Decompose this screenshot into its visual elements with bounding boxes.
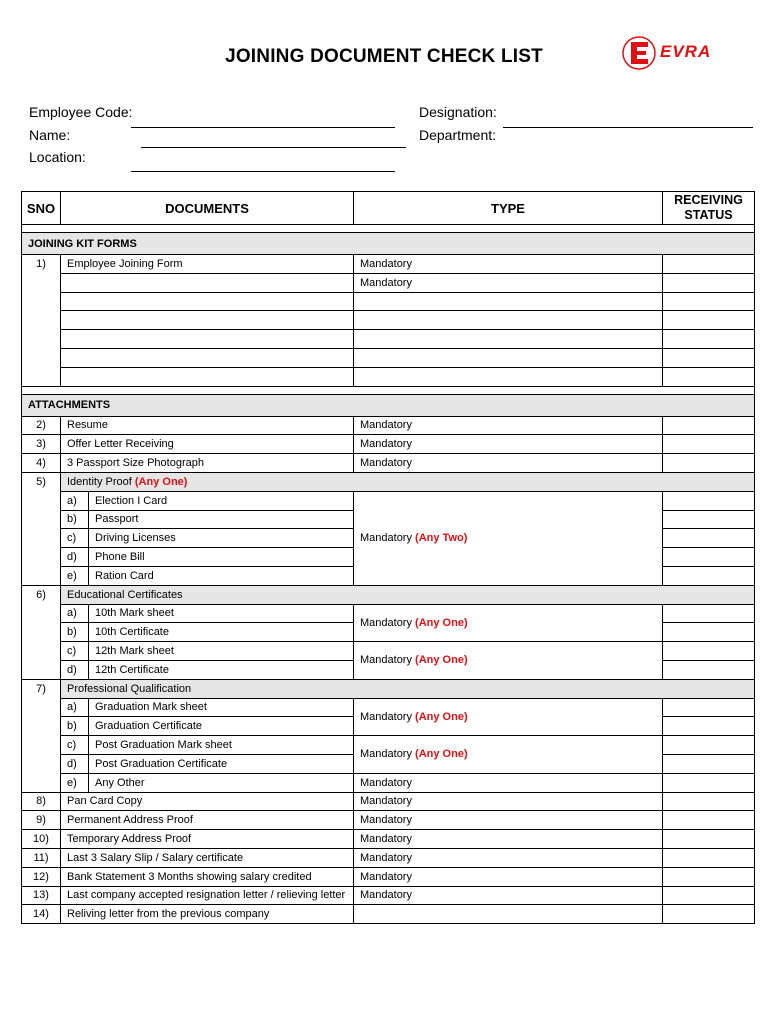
status-cell[interactable]	[663, 529, 755, 548]
table-row	[22, 330, 755, 349]
sub-letter: b)	[61, 510, 89, 529]
row-type: Mandatory	[354, 255, 663, 274]
table-row	[22, 679, 755, 698]
table-row	[22, 848, 755, 867]
designation-field[interactable]	[503, 127, 753, 128]
education-12th-type	[354, 642, 663, 680]
spacer-row	[22, 386, 755, 394]
status-cell[interactable]	[663, 416, 755, 435]
status-cell[interactable]	[663, 773, 755, 792]
table-row	[22, 435, 755, 454]
sub-letter: c)	[61, 736, 89, 755]
sub-letter: b)	[61, 623, 89, 642]
status-cell[interactable]	[663, 867, 755, 886]
sub-document: Post Graduation Mark sheet	[89, 736, 354, 755]
row-type: Mandatory	[354, 811, 663, 830]
row-type-blank[interactable]	[354, 367, 663, 386]
sub-letter: c)	[61, 642, 89, 661]
row-sno: 3)	[22, 435, 61, 454]
row-sno: 5)	[22, 472, 61, 585]
spacer-row	[22, 225, 755, 233]
table-row	[22, 367, 755, 386]
row-type: Mandatory	[354, 886, 663, 905]
location-field[interactable]	[131, 171, 395, 172]
employee-code-field[interactable]	[131, 127, 395, 128]
status-cell[interactable]	[663, 848, 755, 867]
row-type: Mandatory	[354, 830, 663, 849]
sub-letter: d)	[61, 754, 89, 773]
row-document: Pan Card Copy	[61, 792, 354, 811]
any-one-note: (Any One)	[134, 475, 188, 488]
row-sno: 8)	[22, 792, 61, 811]
row-document: Offer Letter Receiving	[61, 435, 354, 454]
row-document: Last company accepted resignation letter / relieving letter	[61, 886, 354, 905]
sub-document: 10th Mark sheet	[89, 604, 354, 623]
row-document: Bank Statement 3 Months showing salary credited	[61, 867, 354, 886]
sub-document: 10th Certificate	[89, 623, 354, 642]
sub-document: 12th Mark sheet	[89, 642, 354, 661]
table-header-row	[22, 192, 755, 225]
status-cell[interactable]	[663, 792, 755, 811]
sub-letter: d)	[61, 548, 89, 567]
table-row	[22, 472, 755, 491]
sub-document: Ration Card	[89, 566, 354, 585]
mandatory-label: Mandatory	[360, 748, 412, 761]
row-document-blank[interactable]	[61, 292, 354, 311]
table-row	[22, 454, 755, 473]
any-one-note: (Any One)	[415, 748, 468, 761]
table-row	[22, 867, 755, 886]
header-receiving-status: RECEIVING STATUS	[663, 192, 755, 225]
row-type: Mandatory	[354, 416, 663, 435]
row-type: Mandatory	[354, 792, 663, 811]
status-cell[interactable]	[663, 548, 755, 567]
row-type: Mandatory	[354, 867, 663, 886]
mandatory-label: Mandatory	[360, 532, 412, 545]
table-row	[22, 773, 755, 792]
evra-logo-icon	[620, 34, 660, 72]
table-row	[22, 348, 755, 367]
name-label: Name:	[29, 127, 71, 143]
row-document: Permanent Address Proof	[61, 811, 354, 830]
status-cell[interactable]	[663, 736, 755, 755]
row-sno: 14)	[22, 905, 61, 924]
table-row	[22, 255, 755, 274]
row-type: Mandatory	[354, 848, 663, 867]
section-attachments: ATTACHMENTS	[22, 394, 755, 416]
status-cell[interactable]	[663, 642, 755, 661]
row-document: 3 Passport Size Photograph	[61, 454, 354, 473]
sub-letter: a)	[61, 604, 89, 623]
row-document-blank[interactable]	[61, 273, 354, 292]
status-cell[interactable]	[663, 292, 755, 311]
education-10th-type	[354, 604, 663, 642]
row-document-blank[interactable]	[61, 367, 354, 386]
table-row	[22, 585, 755, 604]
graduation-type	[354, 698, 663, 736]
row-sno: 7)	[22, 679, 61, 792]
sub-document: Passport	[89, 510, 354, 529]
status-cell[interactable]	[663, 510, 755, 529]
mandatory-label: Mandatory	[360, 654, 412, 667]
row-type-blank[interactable]	[354, 292, 663, 311]
section-joining-kit: JOINING KIT FORMS	[22, 233, 755, 255]
any-two-note: (Any Two)	[415, 532, 468, 545]
header-type: TYPE	[354, 192, 663, 225]
professional-heading: Professional Qualification	[61, 679, 755, 698]
header-documents: DOCUMENTS	[61, 192, 354, 225]
table-row	[22, 830, 755, 849]
row-type-blank[interactable]	[354, 311, 663, 330]
status-cell[interactable]	[663, 311, 755, 330]
row-sno: 10)	[22, 830, 61, 849]
row-sno: 12)	[22, 867, 61, 886]
table-row	[22, 491, 755, 510]
status-cell[interactable]	[663, 435, 755, 454]
designation-label: Designation:	[419, 104, 497, 120]
row-document: Reliving letter from the previous company	[61, 905, 354, 924]
location-label: Location:	[29, 149, 86, 165]
status-cell[interactable]	[663, 905, 755, 924]
identity-proof-heading	[61, 472, 755, 491]
table-row	[22, 736, 755, 755]
any-one-note: (Any One)	[415, 616, 468, 629]
identity-type	[354, 491, 663, 585]
row-type-blank[interactable]	[354, 330, 663, 349]
row-document: Employee Joining Form	[61, 255, 354, 274]
educational-heading: Educational Certificates	[61, 585, 755, 604]
status-cell[interactable]	[663, 660, 755, 679]
status-cell[interactable]	[663, 717, 755, 736]
sub-letter: b)	[61, 717, 89, 736]
row-sno: 2)	[22, 416, 61, 435]
status-cell[interactable]	[663, 604, 755, 623]
row-sno: 4)	[22, 454, 61, 473]
row-document-blank[interactable]	[61, 311, 354, 330]
status-cell[interactable]	[663, 273, 755, 292]
status-cell[interactable]	[663, 830, 755, 849]
row-type: Mandatory	[354, 773, 663, 792]
sub-document: 12th Certificate	[89, 660, 354, 679]
table-row	[22, 416, 755, 435]
sub-letter: c)	[61, 529, 89, 548]
post-graduation-type	[354, 736, 663, 774]
name-field[interactable]	[141, 147, 406, 148]
mandatory-label: Mandatory	[360, 616, 412, 629]
sub-document: Election I Card	[89, 491, 354, 510]
sub-document: Graduation Mark sheet	[89, 698, 354, 717]
sub-letter: e)	[61, 566, 89, 585]
department-label: Department:	[419, 127, 497, 143]
logo-brand-text: EVRA	[660, 42, 712, 61]
employee-code-label: Employee Code:	[29, 104, 133, 120]
row-type: Mandatory	[354, 273, 663, 292]
row-document: Resume	[61, 416, 354, 435]
status-cell[interactable]	[663, 330, 755, 349]
status-cell[interactable]	[663, 348, 755, 367]
table-row	[22, 311, 755, 330]
table-row	[22, 604, 755, 623]
row-type: Mandatory	[354, 454, 663, 473]
sub-letter: d)	[61, 660, 89, 679]
status-cell[interactable]	[663, 886, 755, 905]
evra-logo	[620, 34, 720, 72]
row-document: Temporary Address Proof	[61, 830, 354, 849]
row-type-blank[interactable]	[354, 348, 663, 367]
row-sno: 13)	[22, 886, 61, 905]
table-row	[22, 642, 755, 661]
sub-document: Any Other	[89, 773, 354, 792]
page-title: JOINING DOCUMENT CHECK LIST	[225, 46, 543, 67]
sub-letter: a)	[61, 698, 89, 717]
status-cell[interactable]	[663, 255, 755, 274]
sub-document: Post Graduation Certificate	[89, 754, 354, 773]
row-document-blank[interactable]	[61, 348, 354, 367]
sub-document: Driving Licenses	[89, 529, 354, 548]
row-type: Mandatory	[354, 435, 663, 454]
table-row	[22, 292, 755, 311]
status-cell[interactable]	[663, 491, 755, 510]
header-sno: SNO	[22, 192, 61, 225]
row-document-blank[interactable]	[61, 330, 354, 349]
row-document: Last 3 Salary Slip / Salary certificate	[61, 848, 354, 867]
status-cell[interactable]	[663, 367, 755, 386]
status-cell[interactable]	[663, 566, 755, 585]
sub-letter: e)	[61, 773, 89, 792]
table-row	[22, 273, 755, 292]
sub-document: Graduation Certificate	[89, 717, 354, 736]
any-one-note: (Any One)	[415, 654, 468, 667]
table-row	[22, 886, 755, 905]
table-row	[22, 905, 755, 924]
row-sno: 11)	[22, 848, 61, 867]
checklist-table	[21, 191, 755, 924]
status-cell[interactable]	[663, 754, 755, 773]
sub-document: Phone Bill	[89, 548, 354, 567]
table-row	[22, 698, 755, 717]
any-one-note: (Any One)	[415, 710, 468, 723]
row-type-blank[interactable]	[354, 905, 663, 924]
row-sno: 9)	[22, 811, 61, 830]
row-sno: 6)	[22, 585, 61, 679]
status-cell[interactable]	[663, 698, 755, 717]
status-cell[interactable]	[663, 623, 755, 642]
row-sno: 1)	[22, 255, 61, 387]
status-cell[interactable]	[663, 811, 755, 830]
status-cell[interactable]	[663, 454, 755, 473]
table-row	[22, 811, 755, 830]
sub-letter: a)	[61, 491, 89, 510]
mandatory-label: Mandatory	[360, 710, 412, 723]
table-row	[22, 792, 755, 811]
identity-proof-label: Identity Proof	[67, 475, 132, 488]
